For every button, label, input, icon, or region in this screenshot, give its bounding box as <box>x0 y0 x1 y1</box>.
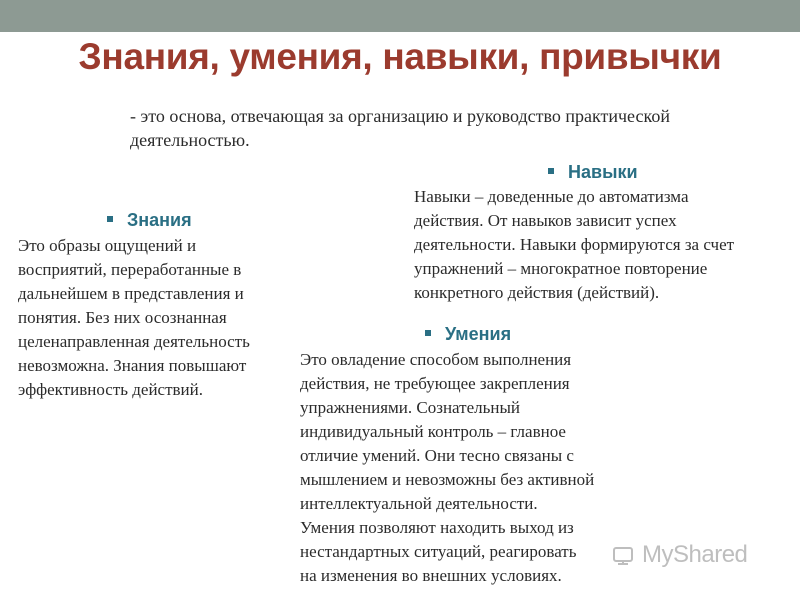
body-line: упражнениями. Сознательный <box>300 398 520 417</box>
body-line: понятия. Без них осознанная <box>18 308 227 327</box>
section-heading-navyki <box>548 162 638 183</box>
watermark-text: MyShared <box>642 541 748 568</box>
body-line: отличие умений. Они тесно связаны с <box>300 446 574 465</box>
body-line: дальнейшем в представления и <box>18 284 244 303</box>
body-line: деятельности. Навыки формируются за счет <box>414 235 735 254</box>
body-line: интеллектуальной деятельности. <box>300 494 538 513</box>
section-body-umeniya <box>300 348 660 588</box>
top-decorative-bar <box>0 0 800 32</box>
body-line: Это овладение способом выполнения <box>300 350 572 369</box>
square-bullet-icon <box>425 330 431 336</box>
myshared-watermark <box>610 538 770 572</box>
section-heading-label: Навыки <box>568 162 638 182</box>
body-line: восприятий, переработанные в <box>18 260 242 279</box>
body-line: невозможна. Знания повышают <box>18 356 247 375</box>
section-heading-umeniya <box>425 324 511 345</box>
slide-title: Знания, умения, навыки, привычки <box>78 36 722 77</box>
square-bullet-icon <box>548 168 554 174</box>
body-line: на изменения во внешних условиях. <box>300 566 562 585</box>
body-line: конкретного действия (действий). <box>414 283 660 302</box>
body-line: Умения позволяют находить выход из <box>300 518 574 537</box>
section-heading-znaniya <box>107 210 192 231</box>
section-heading-label: Знания <box>127 210 192 230</box>
body-line: индивидуальный контроль – главное <box>300 422 566 441</box>
myshared-logo-icon <box>610 542 636 568</box>
intro-text: - это основа, отвечающая за организацию и руководство практической деятельностью. <box>130 106 670 150</box>
section-body-znaniya <box>18 234 308 402</box>
body-line: нестандартных ситуаций, реагировать <box>300 542 577 561</box>
section-body-navyki <box>414 185 800 305</box>
square-bullet-icon <box>107 216 113 222</box>
body-line: Это образы ощущений и <box>18 236 197 255</box>
body-line: упражнений – многократное повторение <box>414 259 708 278</box>
section-heading-label: Умения <box>445 324 512 344</box>
body-line: эффективность действий. <box>18 380 203 399</box>
body-line: целенаправленная деятельность <box>18 332 250 351</box>
body-line: действия, не требующее закрепления <box>300 374 570 393</box>
body-line: Навыки – доведенные до автоматизма <box>414 187 689 206</box>
body-line: мышлением и невозможны без активной <box>300 470 595 489</box>
body-line: действия. От навыков зависит успех <box>414 211 677 230</box>
